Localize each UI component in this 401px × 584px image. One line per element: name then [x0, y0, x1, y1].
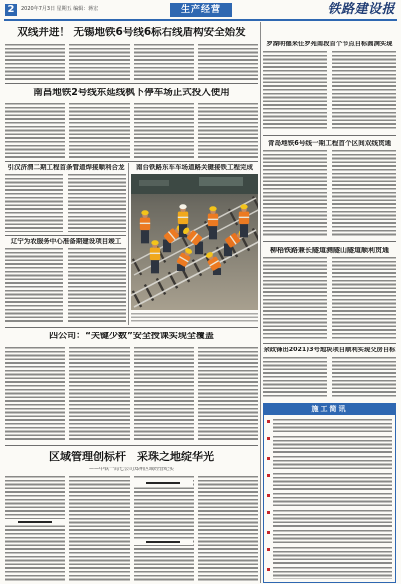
article-body-column: [198, 44, 258, 80]
brief-text: [273, 547, 392, 564]
brief-item: [267, 547, 392, 564]
photo-caption-text: [131, 313, 258, 322]
brief-item: [267, 436, 392, 453]
article-body-column: [263, 150, 327, 236]
article-body-column: [332, 257, 396, 340]
photo-background-structure: [199, 177, 243, 186]
headline-luohu: 罗湖明德来任罗苑南段首个节点目标圆满实现: [266, 41, 393, 47]
article-divider: [5, 445, 258, 446]
article-body-column: [198, 103, 258, 158]
article-divider: [263, 135, 396, 136]
news-photo: [131, 174, 258, 310]
article-divider: [5, 161, 258, 162]
bullet-icon: [267, 511, 270, 514]
article-body-column: [5, 248, 63, 322]
article-body-column: [263, 357, 327, 398]
article-body-column: [5, 476, 65, 582]
article-divider: [263, 241, 396, 242]
headline-nantai: 南台铁路东车车场道路关键接铁工程完成: [136, 164, 253, 171]
brief-item: [267, 493, 392, 507]
brief-text: [273, 436, 392, 453]
article-divider: [5, 235, 126, 236]
headline-wuxi: 双线并进！ 无锡地铁6号线6标右线盾构安全始发: [17, 27, 246, 38]
section-subhead: [133, 480, 193, 486]
headline-hanjiang: 引汉济渭二期工程首条管道焊接顺利合龙: [7, 164, 125, 171]
article-divider: [263, 343, 396, 344]
headline-liuwu: 柳梧铁路兼长隧道测隧山隧道顺利贯通: [270, 247, 389, 254]
section-subhead: [5, 519, 65, 525]
headline-liaoning: 辽宁为农服务中心准备期建设项目竣工: [10, 238, 122, 245]
article-body-column: [134, 44, 194, 80]
article-body-nanchang: [5, 103, 258, 158]
headline-sigongsi: 四公司：“关键少数”安全授课实现全覆盖: [49, 332, 214, 341]
headline-yuhang: 余政锋出2021)3号地块项目顺利实现交房目标: [263, 347, 396, 353]
brief-text: [273, 493, 392, 507]
bullet-icon: [267, 474, 270, 477]
headline-qingdao: 青岛地铁6号线一期工程首个区间双线贯通: [267, 140, 392, 147]
page-number: 2: [5, 4, 17, 16]
section-banner: 生产经营: [170, 3, 232, 17]
photo-background-structure: [139, 180, 169, 186]
article-body-column: [68, 248, 126, 322]
article-divider: [5, 83, 258, 84]
article-body-column: [263, 51, 327, 131]
article-body-column: [263, 257, 327, 340]
article-body-sigongsi: [5, 347, 258, 441]
bullet-icon: [267, 437, 270, 440]
masthead: 铁路建设报: [327, 2, 395, 17]
column-divider: [260, 22, 261, 583]
bullet-icon: [267, 494, 270, 497]
bullet-icon: [267, 568, 270, 571]
article-body-column: [332, 150, 396, 236]
brief-item: [267, 456, 392, 470]
article-body-column: [198, 347, 258, 441]
section-subhead: [133, 539, 193, 545]
header-rule: [4, 19, 397, 21]
article-body-column: [5, 347, 65, 441]
article-body-yuhang: [263, 357, 396, 398]
brief-item: [267, 510, 392, 527]
brief-item: [267, 530, 392, 544]
bullet-icon: [267, 420, 270, 423]
brief-text: [273, 567, 392, 579]
article-body-column: [68, 174, 126, 232]
article-body-column: [5, 44, 65, 80]
article-body-wuxi: [5, 44, 258, 80]
bullet-icon: [267, 548, 270, 551]
article-body-column: [69, 44, 129, 80]
brief-item: [267, 567, 392, 579]
article-body-column: [134, 476, 194, 582]
article-body-column: [332, 51, 396, 131]
article-body-liaoning: [5, 248, 126, 322]
article-body-column: [198, 476, 258, 582]
brief-text: [273, 473, 392, 490]
article-body-qingdao: [263, 150, 396, 236]
brief-text: [273, 456, 392, 470]
article-body-hanjiang: [5, 174, 126, 232]
article-body-column: [5, 103, 65, 158]
column-divider: [128, 163, 129, 325]
construction-briefs-box: [263, 403, 396, 583]
brief-item: [267, 473, 392, 490]
article-body-column: [69, 103, 129, 158]
headline-nanchang: 南昌地铁2号线东延线枫下停车场正式投入使用: [33, 88, 230, 98]
article-divider: [5, 327, 258, 328]
subtitle-quyu: ——中铁一局七公司郑州区域经营纪实: [88, 467, 174, 472]
article-body-column: [134, 103, 194, 158]
briefs-list: [264, 415, 395, 579]
brief-text: [273, 530, 392, 544]
photo-caption: [131, 313, 258, 322]
headline-quyu: 区域管理创标杆 采珠之地绽华光: [49, 451, 214, 462]
article-body-liuwu: [263, 257, 396, 340]
article-body-column: [332, 357, 396, 398]
bullet-icon: [267, 457, 270, 460]
article-body-column: [5, 174, 63, 232]
brief-item: [267, 419, 392, 433]
article-body-quyu: [5, 476, 258, 582]
article-body-luohu: [263, 51, 396, 131]
date-line: 2020年7月3日 星期五 编辑：蒋宏: [21, 6, 99, 12]
article-body-column: [134, 347, 194, 441]
brief-text: [273, 419, 392, 433]
article-body-column: [69, 347, 129, 441]
briefs-title: 施工简讯: [264, 404, 395, 415]
article-body-column: [69, 476, 129, 582]
brief-text: [273, 510, 392, 527]
bullet-icon: [267, 531, 270, 534]
